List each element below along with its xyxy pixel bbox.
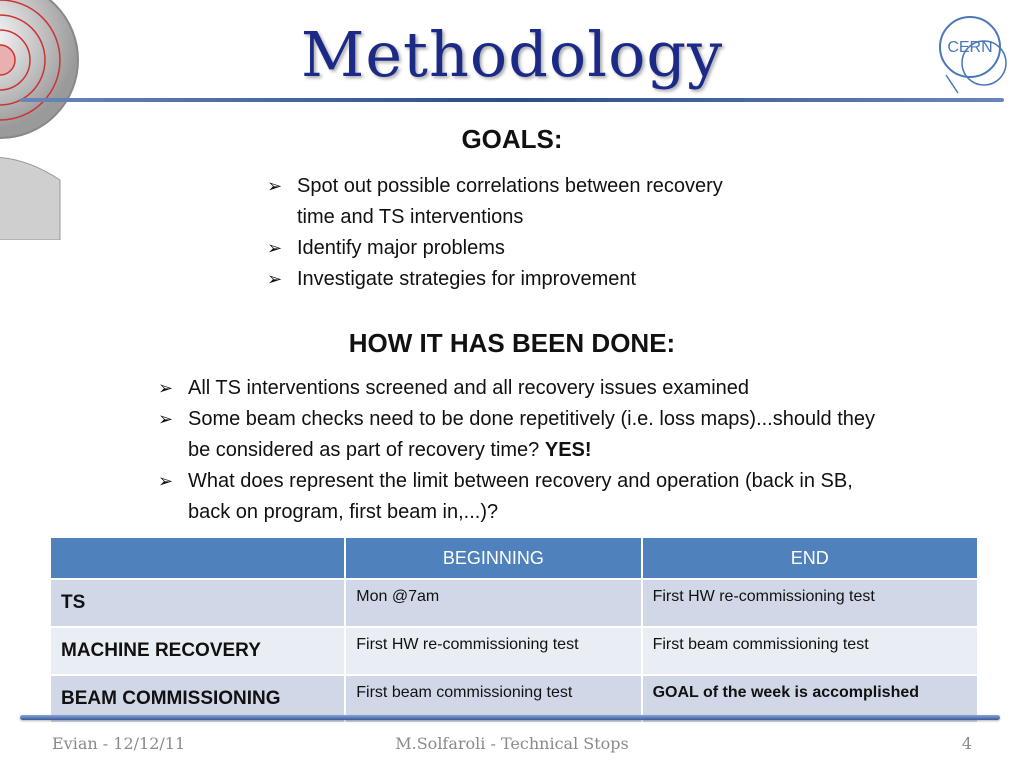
row-label: MACHINE RECOVERY — [50, 627, 345, 675]
list-item: ➢ Some beam checks need to be done repetitively (i.e. loss maps)...should they be considered as part of recovery time? YES! — [158, 404, 878, 466]
cern-logo-text: CERN — [947, 39, 993, 56]
footer-date: Evian - 12/12/11 — [52, 734, 186, 753]
table-cell: First HW re-commissioning test — [345, 627, 641, 675]
arrow-bullet-icon: ➢ — [158, 378, 174, 398]
header-cell-end: END — [642, 537, 978, 579]
row-label: BEAM COMMISSIONING — [50, 675, 345, 723]
table-header-row — [50, 537, 978, 579]
list-item: ➢ What does represent the limit between recovery and operation (back in SB, back on program, first beam in,...)? — [158, 466, 878, 528]
table-cell: First beam commissioning test — [642, 627, 978, 675]
header-cell-beginning: BEGINNING — [345, 537, 641, 579]
list-item: ➢ Investigate strategies for improvement — [267, 264, 727, 295]
how-heading: HOW IT HAS BEEN DONE: — [348, 328, 676, 358]
header-cell-empty — [50, 537, 345, 579]
row-label: TS — [50, 579, 345, 627]
arrow-bullet-icon: ➢ — [267, 269, 283, 289]
page-number: 4 — [961, 734, 972, 753]
arrow-bullet-icon: ➢ — [158, 409, 174, 429]
title-divider — [20, 98, 1004, 102]
table-row — [50, 579, 978, 627]
how-list — [158, 373, 878, 528]
goals-heading: GOALS: — [461, 124, 563, 154]
phases-table — [49, 536, 979, 724]
table-row — [50, 627, 978, 675]
table-cell: GOAL of the week is accomplished — [642, 675, 978, 723]
list-item: ➢ Spot out possible correlations between recovery time and TS interventions — [267, 171, 727, 233]
arrow-bullet-icon: ➢ — [267, 176, 283, 196]
goals-list — [267, 171, 727, 295]
list-item: ➢ All TS interventions screened and all recovery issues examined — [158, 373, 878, 404]
list-item: ➢ Identify major problems — [267, 233, 727, 264]
table-cell: Mon @7am — [345, 579, 641, 627]
arrow-bullet-icon: ➢ — [158, 471, 174, 491]
slide-title: Methodology — [300, 18, 724, 91]
table-cell: First HW re-commissioning test — [642, 579, 978, 627]
footer-divider — [20, 715, 1000, 720]
table-cell: First beam commissioning test — [345, 675, 641, 723]
footer-author: M.Solfaroli - Technical Stops — [395, 734, 629, 753]
emphasis-text: YES! — [544, 439, 592, 461]
arrow-bullet-icon: ➢ — [267, 238, 283, 258]
